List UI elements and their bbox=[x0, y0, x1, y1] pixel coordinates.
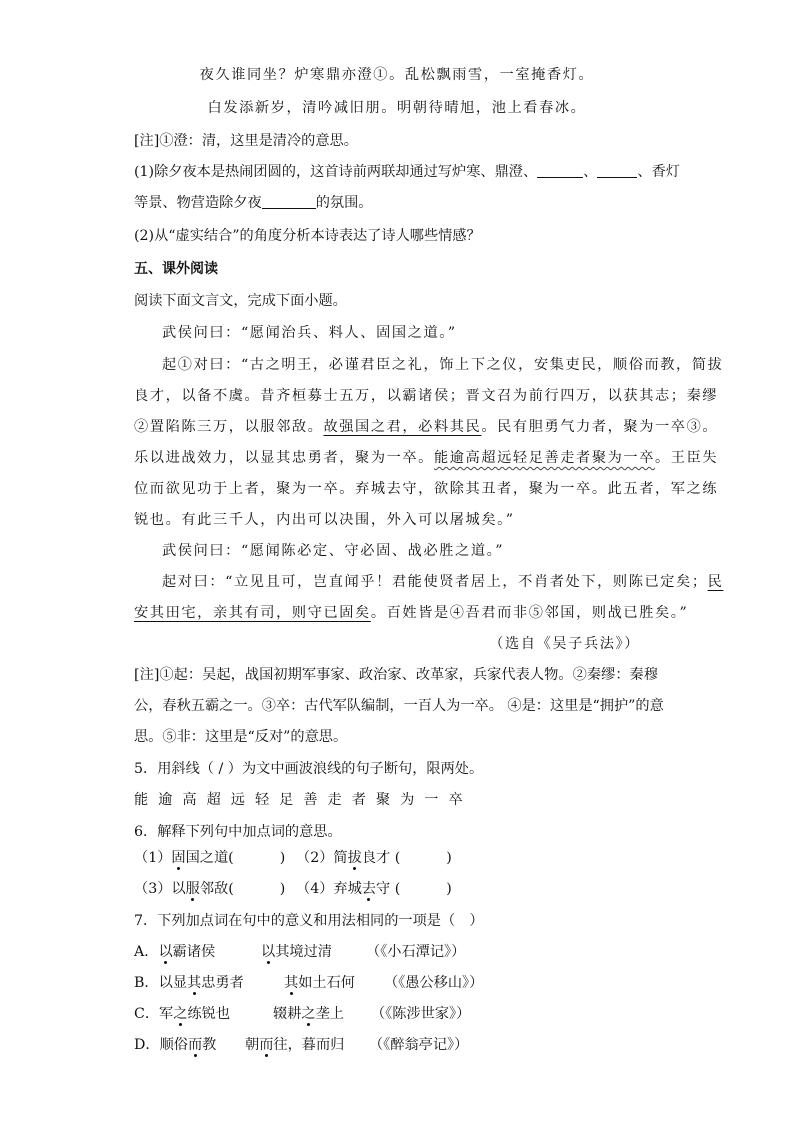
question-6-item bbox=[296, 880, 452, 898]
option-text: 顺俗 bbox=[159, 1037, 188, 1053]
underlined-sentence: 安其田宅，亲其有司，则守已固矣 bbox=[134, 605, 371, 621]
item-text: 国之道( bbox=[185, 850, 234, 866]
passage-text: 。王臣失 bbox=[655, 450, 719, 466]
item-text: ) bbox=[446, 850, 452, 866]
passage-note-line: 公，春秋五霸之一。③卒：古代军队编制，一百人为一卒。 ④是：这里是“拥护”的意 bbox=[134, 698, 664, 714]
dotted-word: 其 bbox=[284, 975, 299, 991]
item-number: （1） bbox=[134, 850, 172, 866]
passage-line: 位而欲见功于上者，聚为一卒。弃城去守，欲除其丑者，聚为一卒。此五者，军之练 bbox=[134, 481, 719, 497]
item-text: 良才 ( bbox=[361, 850, 401, 866]
option-text: 军 bbox=[159, 1006, 174, 1022]
wavy-underlined-sentence: 能逾高超远轻足善走者聚为一卒 bbox=[433, 450, 655, 466]
question-6-prompt: 6．解释下列句中加点词的意思。 bbox=[134, 824, 342, 840]
item-number: （3） bbox=[134, 881, 172, 897]
question-1-text-a: (1)除夕夜本是热闹团圆的，这首诗前两联却通过写炉寒、鼎澄、 bbox=[134, 164, 538, 180]
answer-blank-1[interactable] bbox=[537, 163, 583, 178]
passage-line: 锐也。有此三千人，内出可以决围，外入可以屠城矣。” bbox=[134, 512, 515, 528]
answer-blank-2[interactable] bbox=[597, 163, 637, 178]
dotted-word: 固 bbox=[171, 850, 186, 866]
answer-blank-3[interactable] bbox=[262, 194, 316, 209]
item-text: 守 ( bbox=[376, 881, 401, 897]
question-5-sentence[interactable]: 能逾高超远轻足善走者聚为一卒 bbox=[134, 792, 473, 808]
dotted-word: 而 bbox=[187, 1037, 203, 1053]
passage-text: 乐以进战效力，以显其忠勇者，聚为一卒。 bbox=[134, 450, 434, 466]
dotted-word: 其 bbox=[187, 975, 202, 991]
choice-option-a-compare bbox=[261, 943, 332, 961]
question-6-item bbox=[134, 849, 285, 867]
item-text: 弃城 bbox=[333, 881, 362, 897]
passage-note-line: 思。⑤非：这里是“反对”的意思。 bbox=[134, 729, 348, 745]
dotted-word: 之 bbox=[301, 1006, 316, 1022]
option-label: D． bbox=[134, 1037, 160, 1053]
question-2: (2)从“虚实结合”的角度分析本诗表达了诗人哪些情感？ bbox=[134, 228, 481, 244]
dotted-word: 之 bbox=[173, 1006, 188, 1022]
passage-text: ②置陷陈三万，以服邻敌。 bbox=[134, 419, 324, 435]
question-5-prompt: 5．用斜线（ / ）为文中画波浪线的句子断句，限两处。 bbox=[134, 761, 484, 777]
choice-option-c-source: （《陈涉世家》） bbox=[371, 1006, 471, 1022]
poem-note: [注]①澄：清，这里是清冷的意思。 bbox=[134, 133, 358, 149]
choice-option-c[interactable] bbox=[134, 1005, 230, 1023]
passage-line: 良才，以备不虞。昔齐桓募士五万，以霸诸侯；晋文召为前行四万，以获其志；秦缪 bbox=[134, 388, 719, 404]
passage-text: 。百姓皆是④吾君而非⑤邻国，则战已胜矣。” bbox=[370, 605, 689, 621]
passage-line bbox=[134, 418, 719, 436]
option-text: 忠勇者 bbox=[201, 975, 244, 991]
underlined-sentence: 民 bbox=[707, 574, 724, 590]
passage-para-1: 武侯问曰：“愿闻治兵、料人、固国之道。” bbox=[162, 325, 457, 341]
question-6-item bbox=[296, 849, 452, 867]
question-1-line-1 bbox=[134, 163, 680, 181]
poem-line-2: 白发添新岁，清吟减旧朋。明朝待晴旭，池上看春冰。 bbox=[207, 100, 587, 116]
dotted-word: 以 bbox=[158, 944, 173, 960]
option-text: 辍耕 bbox=[273, 1006, 302, 1022]
question-1-sep: 、 bbox=[583, 164, 598, 180]
passage-source: （选自《吴子兵法》） bbox=[489, 636, 640, 652]
passage-note-line: [注]①起：吴起，战国初期军事家、政治家、改革家，兵家代表人物。②秦缪：秦穆 bbox=[134, 667, 658, 683]
dotted-word: 而 bbox=[259, 1037, 274, 1053]
option-text: 如土石何 bbox=[298, 975, 355, 991]
choice-option-a[interactable] bbox=[134, 943, 215, 961]
item-text: ) bbox=[279, 850, 286, 866]
item-text: 邻敌( bbox=[199, 881, 234, 897]
option-text: 教 bbox=[202, 1037, 217, 1053]
dotted-word: 服 bbox=[185, 881, 200, 897]
passage-line bbox=[134, 449, 719, 467]
dotted-word: 去 bbox=[361, 881, 376, 897]
option-text: 以显 bbox=[158, 975, 188, 991]
question-1-line-2 bbox=[134, 194, 372, 212]
question-1-text-b: 、香灯 bbox=[637, 164, 680, 180]
passage-line: 起①对曰：“古之明王，必谨君臣之礼，饰上下之仪，安集吏民，顺俗而教，简拔 bbox=[162, 357, 724, 373]
option-text: 朝 bbox=[245, 1037, 260, 1053]
section-heading: 五、课外阅读 bbox=[134, 261, 218, 277]
item-text: 简 bbox=[333, 850, 348, 866]
dotted-word: 以 bbox=[261, 944, 276, 960]
dotted-word: 拔 bbox=[347, 850, 362, 866]
question-1-text-c: 等景、物营造除夕夜 bbox=[134, 195, 262, 211]
option-label: C． bbox=[134, 1006, 160, 1022]
question-1-text-d: 的氛围。 bbox=[315, 195, 373, 211]
passage-text: 起对曰：“立见且可，岂直闻乎！君能使贤者居上，不肖者处下，则陈已定矣； bbox=[162, 574, 708, 590]
passage-para-3: 武侯问曰：“愿闻陈必定、守必固、战必胜之道。” bbox=[162, 543, 505, 559]
item-text: ) bbox=[279, 881, 286, 897]
poem-line-1: 夜久谁同坐？炉寒鼎亦澄①。乱松飘雨雪，一室掩香灯。 bbox=[199, 67, 595, 83]
item-text: ) bbox=[446, 881, 452, 897]
option-label: A． bbox=[134, 944, 159, 960]
option-text: 往，暮而归 bbox=[273, 1037, 345, 1053]
passage-text: 。民有胆勇气力者，聚为一卒③。 bbox=[481, 419, 719, 435]
item-number: （4） bbox=[296, 881, 334, 897]
reading-instruction: 阅读下面文言文，完成下面小题。 bbox=[134, 293, 347, 309]
option-text: 垄上 bbox=[315, 1006, 344, 1022]
item-number: （2） bbox=[296, 850, 334, 866]
question-7-prompt: 7．下列加点词在句中的意义和用法相同的一项是（ ） bbox=[134, 913, 484, 929]
choice-option-a-source: （《小石潭记》） bbox=[366, 944, 466, 960]
choice-option-b-compare bbox=[284, 974, 355, 992]
choice-option-c-compare bbox=[273, 1005, 344, 1023]
underlined-sentence: 故强国之君，必料其民 bbox=[323, 419, 482, 435]
item-text: 以 bbox=[171, 881, 186, 897]
choice-option-b[interactable] bbox=[134, 974, 244, 992]
option-text: 其境过清 bbox=[275, 944, 332, 960]
passage-line bbox=[162, 573, 724, 591]
choice-option-d-source: （《醉翁亭记》） bbox=[369, 1037, 469, 1053]
option-text: 练锐也 bbox=[187, 1006, 231, 1022]
choice-option-d[interactable] bbox=[134, 1036, 216, 1054]
choice-option-b-source: （《愚公移山》） bbox=[384, 975, 484, 991]
question-6-item bbox=[134, 880, 285, 898]
passage-line bbox=[134, 604, 688, 622]
option-label: B． bbox=[134, 975, 159, 991]
choice-option-d-compare bbox=[245, 1036, 344, 1054]
option-text: 霸诸侯 bbox=[172, 944, 216, 960]
